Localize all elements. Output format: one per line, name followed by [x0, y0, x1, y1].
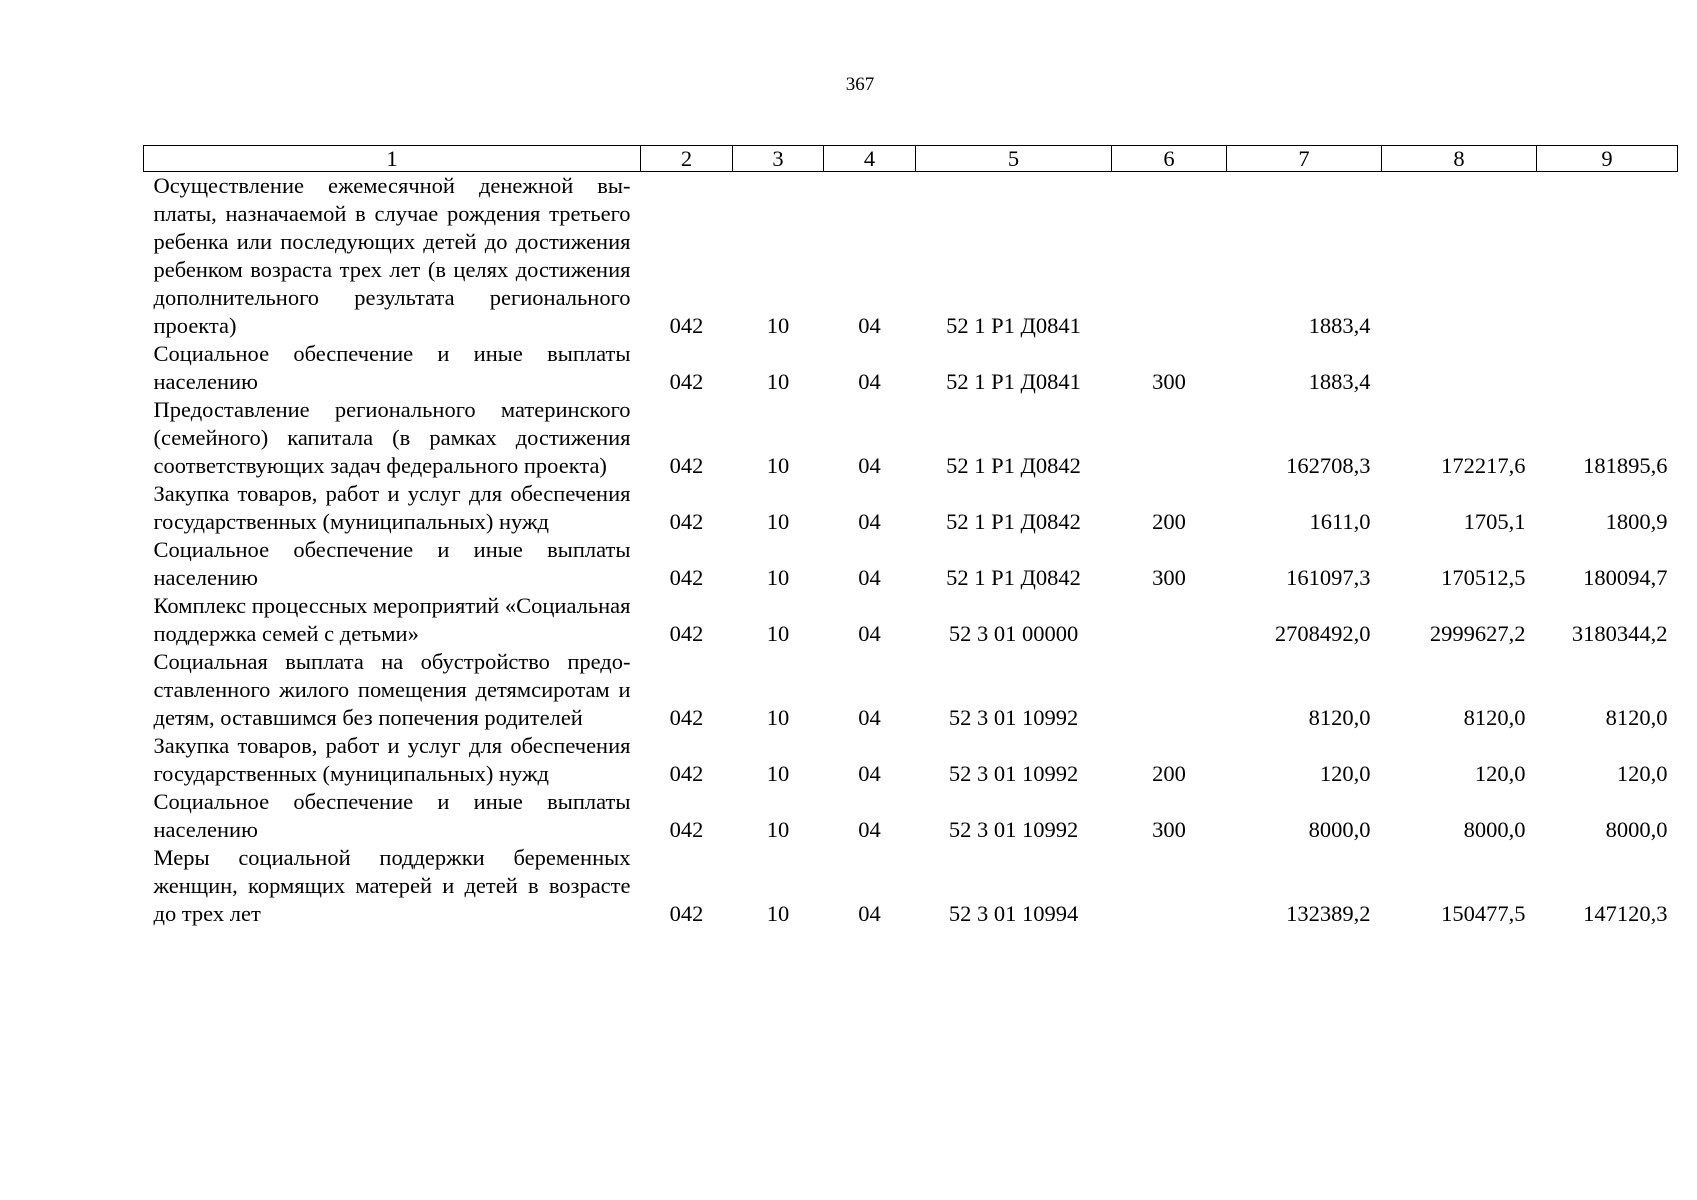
amount-col8-cell: 120,0 — [1474, 761, 1526, 786]
section-code-cell: 10 — [766, 369, 790, 394]
section-code-cell: 10 — [766, 621, 790, 646]
subsection-code-cell: 04 — [858, 509, 881, 534]
grbs-code-cell: 042 — [669, 369, 704, 394]
subsection-code-cell: 04 — [858, 901, 881, 926]
section-code-cell: 10 — [766, 761, 790, 786]
amount-col9-cell — [1537, 340, 1678, 396]
expense-type-cell — [1112, 592, 1227, 648]
amount-col7-cell: 1883,4 — [1308, 313, 1371, 338]
row-name-cell: Социальная выплата на обустройство предоставленного жилого помещения детямсиротам и детям, оставшимся без попечения родителей — [153, 649, 631, 730]
amount-col8-cell: 170512,5 — [1441, 565, 1526, 590]
amount-col9-cell: 8120,0 — [1605, 705, 1668, 730]
amount-col7-cell: 162708,3 — [1286, 453, 1371, 478]
section-code-cell: 10 — [766, 509, 790, 534]
expense-type-cell — [1112, 648, 1227, 732]
target-article-cell: 52 3 01 10994 — [948, 901, 1079, 926]
subsection-code-cell: 04 — [858, 565, 881, 590]
page-number: 367 — [845, 74, 875, 95]
grbs-code-cell: 042 — [669, 817, 704, 842]
amount-col7-cell: 132389,2 — [1286, 901, 1371, 926]
amount-col9-cell: 181895,6 — [1583, 453, 1668, 478]
header-cell: 8 — [1382, 146, 1537, 172]
section-code-cell: 10 — [766, 705, 790, 730]
table-body — [144, 172, 1678, 929]
row-name-cell: Социальное обеспечение и иные выплаты населению — [153, 537, 631, 590]
expense-type-cell — [1112, 396, 1227, 480]
budget-table — [143, 145, 1678, 928]
target-article-cell: 52 3 01 00000 — [948, 621, 1079, 646]
amount-col9-cell: 120,0 — [1616, 761, 1668, 786]
amount-col8-cell: 8000,0 — [1463, 817, 1526, 842]
amount-col8-cell: 172217,6 — [1441, 453, 1526, 478]
amount-col8-cell — [1382, 340, 1537, 396]
target-article-cell: 52 3 01 10992 — [948, 817, 1079, 842]
header-cell: 6 — [1112, 146, 1227, 172]
amount-col7-cell: 120,0 — [1319, 761, 1371, 786]
amount-col7-cell: 1611,0 — [1309, 509, 1371, 534]
grbs-code-cell: 042 — [669, 705, 704, 730]
target-article-cell: 52 1 Р1 Д0841 — [946, 369, 1081, 394]
row-name-cell: Предоставление регионального материнского (семейного) капитала (в рамках достижения соответствующих задач федерального проекта) — [153, 397, 631, 478]
subsection-code-cell: 04 — [858, 817, 881, 842]
section-code-cell: 10 — [766, 313, 790, 338]
table-row — [144, 340, 1678, 396]
amount-col8-cell: 2999627,2 — [1429, 621, 1526, 646]
subsection-code-cell: 04 — [858, 621, 881, 646]
header-cell: 4 — [824, 146, 916, 172]
table-row — [144, 480, 1678, 536]
target-article-cell: 52 3 01 10992 — [948, 761, 1079, 786]
table-row — [144, 592, 1678, 648]
amount-col9-cell: 180094,7 — [1583, 565, 1668, 590]
amount-col7-cell: 2708492,0 — [1274, 621, 1371, 646]
row-name-cell: Социальное обеспечение и иные выплаты населению — [153, 341, 631, 394]
amount-col8-cell — [1382, 172, 1537, 341]
table-header — [144, 146, 1678, 172]
target-article-cell: 52 1 Р1 Д0842 — [946, 453, 1081, 478]
row-name-cell: Меры социальной поддержки беременных женщин, кормящих матерей и детей в возрасте до трех лет — [153, 845, 631, 926]
table-row — [144, 844, 1678, 928]
amount-col9-cell: 147120,3 — [1583, 901, 1668, 926]
table-row — [144, 396, 1678, 480]
expense-type-cell: 200 — [1152, 761, 1186, 786]
section-code-cell: 10 — [766, 453, 790, 478]
table-row — [144, 172, 1678, 341]
section-code-cell: 10 — [766, 565, 790, 590]
section-code-cell: 10 — [766, 901, 790, 926]
row-name-cell: Социальное обеспечение и иные выплаты населению — [153, 789, 631, 842]
subsection-code-cell: 04 — [858, 761, 881, 786]
amount-col8-cell: 8120,0 — [1463, 705, 1526, 730]
header-cell: 2 — [641, 146, 733, 172]
amount-col7-cell: 8000,0 — [1308, 817, 1371, 842]
expense-type-cell: 300 — [1152, 817, 1186, 842]
amount-col9-cell: 3180344,2 — [1571, 621, 1668, 646]
table-row — [144, 732, 1678, 788]
amount-col7-cell: 161097,3 — [1286, 565, 1371, 590]
expense-type-cell: 200 — [1152, 509, 1186, 534]
row-name-cell: Осуществление ежемесячной денежной выплаты, назначаемой в случае рождения третьего ребенка или последующих детей до достижения ребенком возраста трех лет (в целях достижения дополнительного результата регионального проекта) — [153, 173, 631, 338]
grbs-code-cell: 042 — [669, 901, 704, 926]
target-article-cell: 52 1 Р1 Д0842 — [946, 509, 1081, 534]
amount-col7-cell: 1883,4 — [1308, 369, 1371, 394]
table-row — [144, 648, 1678, 732]
expense-type-cell: 300 — [1152, 369, 1186, 394]
table-row — [144, 788, 1678, 844]
row-name-cell: Закупка товаров, работ и услуг для обеспечения государственных (муниципальных) нужд — [153, 733, 631, 786]
amount-col8-cell: 150477,5 — [1441, 901, 1526, 926]
amount-col7-cell: 8120,0 — [1308, 705, 1371, 730]
amount-col9-cell: 1800,9 — [1605, 509, 1668, 534]
amount-col9-cell — [1537, 172, 1678, 341]
grbs-code-cell: 042 — [669, 565, 704, 590]
target-article-cell: 52 3 01 10992 — [948, 705, 1079, 730]
header-row — [144, 146, 1678, 172]
amount-col8-cell: 1705,1 — [1463, 509, 1526, 534]
table-row — [144, 536, 1678, 592]
amount-col9-cell: 8000,0 — [1605, 817, 1668, 842]
header-cell: 7 — [1227, 146, 1382, 172]
subsection-code-cell: 04 — [858, 313, 881, 338]
row-name-cell: Комплекс процессных мероприятий «Социальная поддержка семей с детьми» — [153, 593, 631, 646]
section-code-cell: 10 — [766, 817, 790, 842]
subsection-code-cell: 04 — [858, 705, 881, 730]
subsection-code-cell: 04 — [858, 369, 881, 394]
header-cell: 3 — [733, 146, 824, 172]
grbs-code-cell: 042 — [669, 761, 704, 786]
expense-type-cell — [1112, 172, 1227, 341]
grbs-code-cell: 042 — [669, 509, 704, 534]
grbs-code-cell: 042 — [669, 313, 704, 338]
subsection-code-cell: 04 — [858, 453, 881, 478]
expense-type-cell: 300 — [1152, 565, 1186, 590]
header-cell: 1 — [144, 146, 641, 172]
target-article-cell: 52 1 Р1 Д0842 — [946, 565, 1081, 590]
target-article-cell: 52 1 Р1 Д0841 — [946, 313, 1081, 338]
header-cell: 5 — [916, 146, 1112, 172]
grbs-code-cell: 042 — [669, 453, 704, 478]
expense-type-cell — [1112, 844, 1227, 928]
grbs-code-cell: 042 — [669, 621, 704, 646]
row-name-cell: Закупка товаров, работ и услуг для обеспечения государственных (муниципальных) нужд — [153, 481, 631, 534]
header-cell: 9 — [1537, 146, 1678, 172]
